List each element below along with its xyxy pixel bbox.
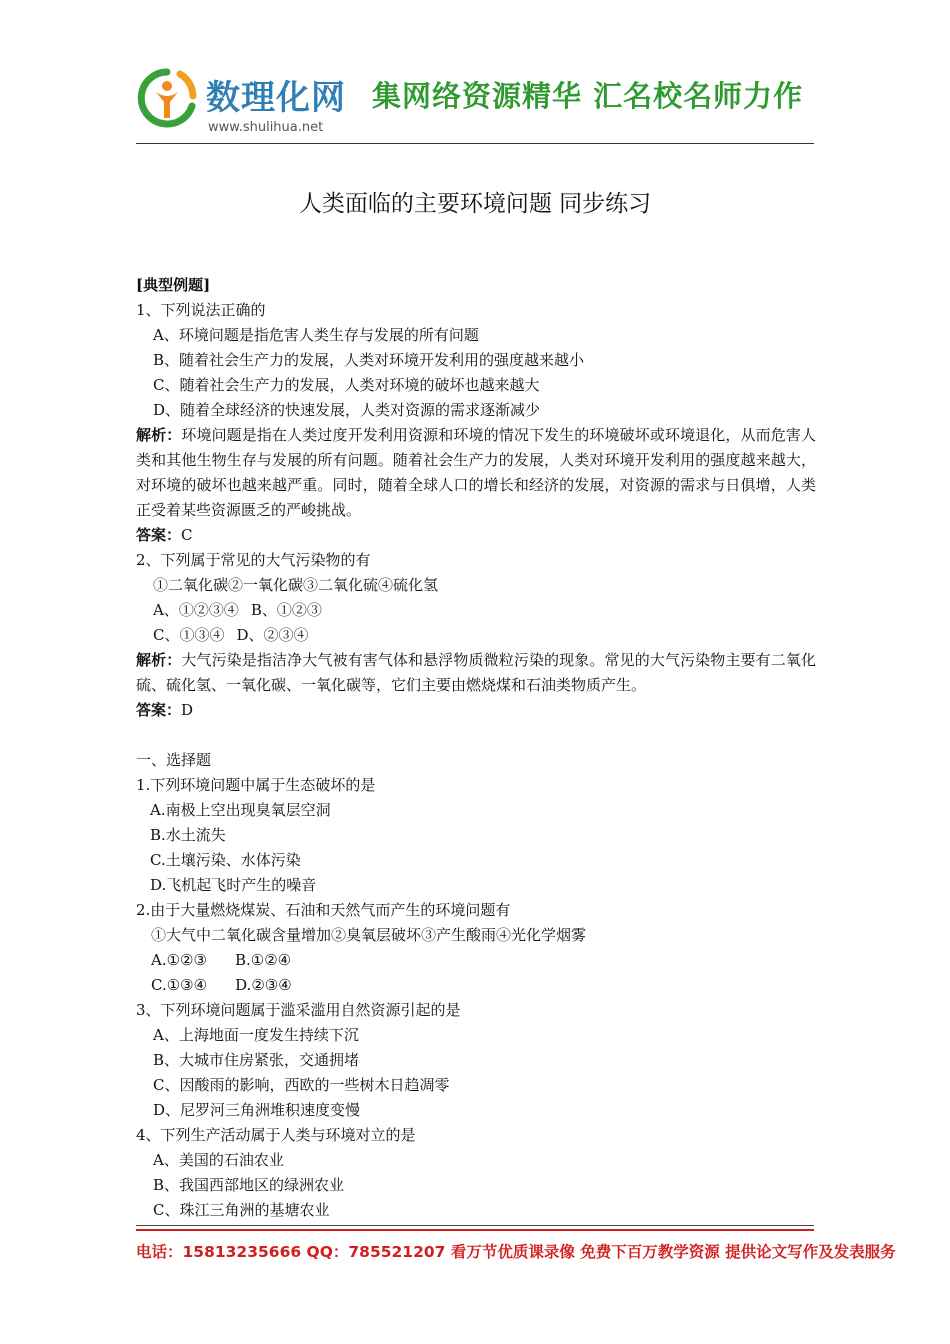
option: D.②③④ [235,976,292,994]
option: B.①②④ [234,951,292,969]
site-header [136,62,814,142]
question-stem: 3、下列环境问题属于滥采滥用自然资源引起的是 [136,1001,461,1019]
option: B、①②③ [250,601,322,619]
option-row [136,948,816,973]
question-stem: 2.由于大量燃烧煤炭、石油和天然气而产生的环境问题有 [136,901,511,919]
option: A.①②③ [151,951,207,969]
question-items: ①二氧化碳②一氧化碳③二氧化硫④硫化氢 [153,576,439,594]
question-items: ①大气中二氧化碳含量增加②臭氧层破坏③产生酸雨④光化学烟雾 [151,926,587,944]
page-title: 人类面临的主要环境问题 同步练习 [298,191,652,217]
option: C、随着社会生产力的发展，人类对环境的破坏也越来越大 [153,376,540,394]
option-row [136,598,816,623]
option: A.南极上空出现臭氧层空洞 [150,801,331,819]
option: D、②③④ [236,626,309,644]
option: B、我国西部地区的绿洲农业 [153,1176,345,1194]
spacer [136,723,816,748]
answer-value: D [181,701,194,719]
option: A、①②③④ [153,601,239,619]
analysis [136,423,816,523]
answer [136,523,816,548]
question-stem: 2、下列属于常见的大气污染物的有 [136,551,371,569]
option: B、大城市住房紧张，交通拥堵 [153,1051,360,1069]
option: C、①③④ [153,626,225,644]
analysis-label: 解析： [136,426,182,444]
option: A、上海地面一度发生持续下沉 [153,1026,359,1044]
question-stem: 1.下列环境问题中属于生态破坏的是 [136,776,376,794]
option: D.飞机起飞时产生的噪音 [150,876,317,894]
answer-value: C [181,526,193,544]
option: C.①③④ [151,976,208,994]
brand-url[interactable]: www.shulihua.net [208,120,324,135]
option: B.水土流失 [150,826,226,844]
answer-label: 答案： [136,701,182,719]
analysis-label: 解析： [136,651,182,669]
option: D、尼罗河三角洲堆积速度变慢 [153,1101,361,1119]
answer-label: 答案： [136,526,182,544]
question-stem: 1、下列说法正确的 [136,301,266,319]
question-stem: 4、下列生产活动属于人类与环境对立的是 [136,1126,416,1144]
option: C.土壤污染、水体污染 [150,851,301,869]
option-row [136,623,816,648]
brand-name: 数理化网 [206,78,346,118]
analysis-text: 环境问题是指在人类过度开发利用资源和环境的情况下发生的环境破坏或环境退化，从而危害人类和其他生物生存与发展的所有问题。随着社会生产力的发展，人类对环境开发利用的强度越来越大，对环境的破坏也越来越严重。同时，随着全球人口的增长和经济的发展，对资源的需求与日俱增，人类正受着某些资源匮乏的严峻挑战。 [136,426,816,519]
footer-divider [136,1225,814,1231]
option: A、环境问题是指危害人类生存与发展的所有问题 [153,326,479,344]
section-heading-typical: [典型例题] [136,276,211,294]
answer [136,698,816,723]
option: C、珠江三角洲的基塘农业 [153,1201,330,1219]
section-heading-exercises: 一、选择题 [136,751,212,769]
footer-contact: 电话：15813235666 QQ：785521207 看万节优质课录像 免费下百万教学资源 提供论文写作及发表服务 [136,1243,896,1261]
analysis [136,648,816,698]
document-body [136,273,816,1223]
option-row [136,973,816,998]
analysis-text: 大气污染是指洁净大气被有害气体和悬浮物质微粒污染的现象。常见的大气污染物主要有二氧化硫、硫化氢、一氧化碳、一氧化碳等，它们主要由燃烧煤和石油类物质产生。 [136,651,816,694]
logo-icon [136,66,198,132]
option: C、因酸雨的影响，西欧的一些树木日趋凋零 [153,1076,450,1094]
option: D、随着全球经济的快速发展，人类对资源的需求逐渐减少 [153,401,541,419]
header-divider [136,143,814,144]
option: A、美国的石油农业 [153,1151,284,1169]
slogan: 集网络资源精华 汇名校名师力作 [372,79,804,113]
option: B、随着社会生产力的发展，人类对环境开发利用的强度越来越小 [153,351,585,369]
